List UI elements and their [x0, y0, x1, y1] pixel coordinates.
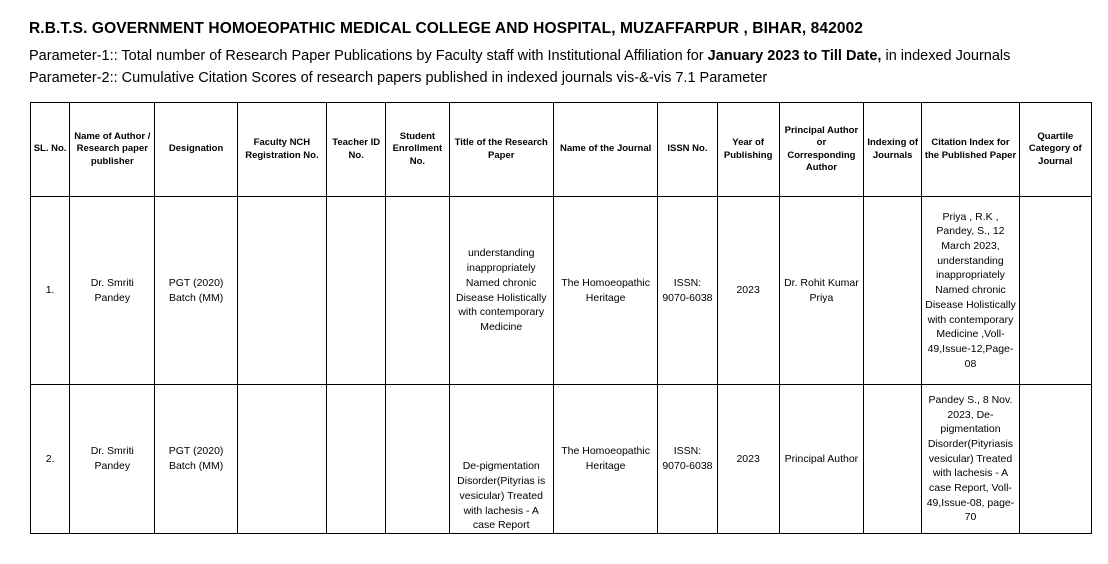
cell-journal: The Homoeopathic Heritage — [553, 197, 657, 385]
parameter-1-date-range: January 2023 to Till Date, — [707, 48, 882, 64]
cell-paper-title: De-pigmentation Disorder(Pityrias is vesicular) Treated with lachesis - A case Report — [449, 385, 553, 534]
cell-sl: 2. — [31, 385, 70, 534]
cell-journal: The Homoeopathic Heritage — [553, 385, 657, 534]
col-header-sl: SL. No. — [31, 103, 70, 197]
cell-nch-registration — [237, 385, 326, 534]
cell-citation-index: Priya , R.K , Pandey, S., 12 March 2023, understanding inappropriately Named chronic Disease Holistically with contemporary Medicine ,Voll-49,Issue-12,Page-08 — [922, 197, 1019, 385]
parameter-2-text: Parameter-2:: Cumulative Citation Scores of research papers published in indexed journals vis-&-vis 7.1 Parameter — [29, 70, 768, 86]
cell-nch-registration — [237, 197, 326, 385]
cell-principal-author: Dr. Rohit Kumar Priya — [779, 197, 863, 385]
col-header-quartile: Quartile Category of Journal — [1019, 103, 1091, 197]
cell-student-enrollment — [386, 385, 449, 534]
col-header-citation-index: Citation Index for the Published Paper — [922, 103, 1019, 197]
publications-table — [30, 102, 1092, 534]
cell-quartile — [1019, 197, 1091, 385]
cell-teacher-id — [327, 197, 386, 385]
col-header-paper-title: Title of the Research Paper — [449, 103, 553, 197]
cell-principal-author: Principal Author — [779, 385, 863, 534]
cell-issn: ISSN: 9070-6038 — [658, 385, 717, 534]
table-row — [31, 385, 1092, 534]
cell-indexing — [864, 197, 922, 385]
table-header-row — [31, 103, 1092, 197]
document-title: R.B.T.S. GOVERNMENT HOMOEOPATHIC MEDICAL COLLEGE AND HOSPITAL, MUZAFFARPUR , BIHAR, 842002 — [29, 20, 864, 37]
cell-sl: 1. — [31, 197, 70, 385]
cell-author: Dr. Smriti Pandey — [70, 197, 155, 385]
cell-teacher-id — [327, 385, 386, 534]
col-header-author: Name of Author / Research paper publisher — [70, 103, 155, 197]
col-header-teacher-id: Teacher ID No. — [327, 103, 386, 197]
cell-paper-title: understanding inappropriately Named chronic Disease Holistically with contemporary Medicine — [449, 197, 553, 385]
cell-year: 2023 — [717, 197, 779, 385]
parameter-1-suffix: in indexed Journals — [881, 48, 1011, 64]
parameter-1-text — [29, 48, 1010, 64]
cell-issn: ISSN: 9070-6038 — [658, 197, 717, 385]
col-header-designation: Designation — [155, 103, 237, 197]
parameter-1-prefix: Parameter-1:: Total number of Research Paper Publications by Faculty staff with Institutional Affiliation for — [29, 48, 708, 64]
cell-citation-index: Pandey S., 8 Nov. 2023, De-pigmentation Disorder(Pityriasis vesicular) Treated with lachesis - A case Report, Voll-49,Issue-08, page-70 — [922, 385, 1019, 534]
cell-designation: PGT (2020) Batch (MM) — [155, 385, 237, 534]
col-header-year: Year of Publishing — [717, 103, 779, 197]
cell-year: 2023 — [717, 385, 779, 534]
col-header-nch-registration: Faculty NCH Registration No. — [237, 103, 326, 197]
col-header-student-enrollment: Student Enrollment No. — [386, 103, 449, 197]
cell-student-enrollment — [386, 197, 449, 385]
table-row — [31, 197, 1092, 385]
col-header-principal-author: Principal Author or Corresponding Author — [779, 103, 863, 197]
col-header-journal: Name of the Journal — [553, 103, 657, 197]
cell-quartile — [1019, 385, 1091, 534]
cell-designation: PGT (2020) Batch (MM) — [155, 197, 237, 385]
col-header-indexing: Indexing of Journals — [864, 103, 922, 197]
cell-indexing — [864, 385, 922, 534]
col-header-issn: ISSN No. — [658, 103, 717, 197]
cell-author: Dr. Smriti Pandey — [70, 385, 155, 534]
